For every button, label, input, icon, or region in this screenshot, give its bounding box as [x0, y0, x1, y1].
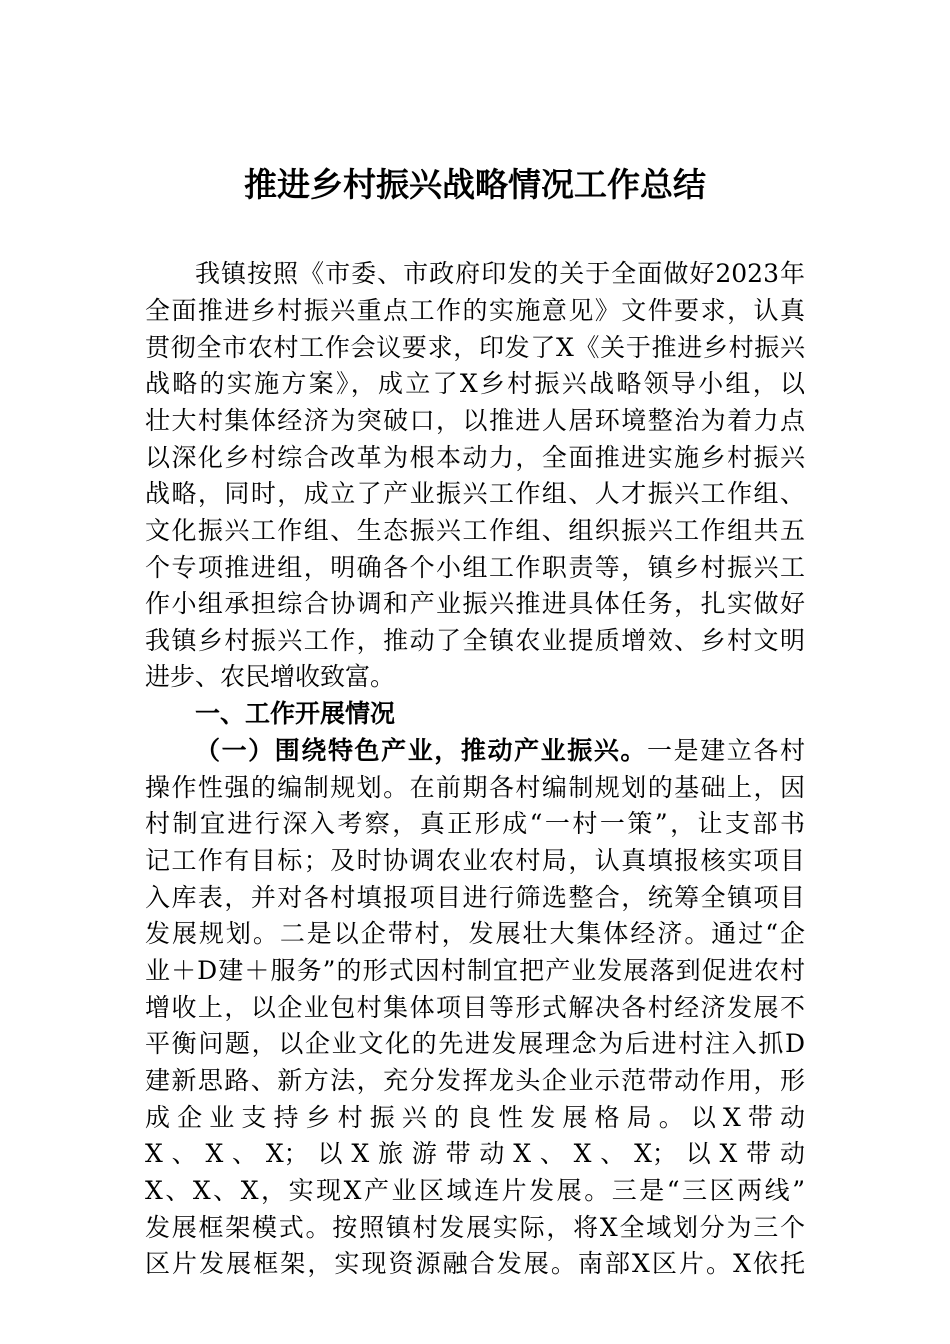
intro-line-5: 壮大村集体经济为突破口，以推进人居环境整治为着力点: [145, 406, 805, 435]
document-title: 推进乡村振兴战略情况工作总结: [244, 165, 706, 204]
section1-lead-rest: 一是建立各村: [647, 736, 805, 765]
section-heading: 一、工作开展情况: [195, 699, 396, 728]
section1-lead-line: [195, 733, 805, 769]
intro-line-4: 战略的实施方案》，成立了X乡村振兴战略领导小组，以: [145, 369, 805, 398]
section1-line-1: 操作性强的编制规划。在前期各村编制规划的基础上，因: [145, 773, 805, 802]
section1-line-8: 平衡问题，以企业文化的先进发展理念为后进村注入抓D: [145, 1029, 805, 1058]
section1-line-11: X、X、X；以X旅游带动X、X、X；以X带动: [145, 1139, 805, 1168]
intro-line-9: 个专项推进组，明确各个小组工作职责等，镇乡村振兴工: [145, 553, 805, 582]
section1-line-14: 区片发展框架，实现资源融合发展。南部X区片。X依托: [145, 1249, 805, 1278]
section1-line-6: 业＋D建＋服务”的形式因村制宜把产业发展落到促进农村: [145, 956, 805, 985]
intro-line-1: 我镇按照《市委、市政府印发的关于全面做好2023年: [195, 259, 805, 288]
intro-line-8: 文化振兴工作组、生态振兴工作组、组织振兴工作组共五: [145, 516, 805, 545]
section1-line-13: 发展框架模式。按照镇村发展实际，将X全域划分为三个: [145, 1213, 805, 1242]
section1-line-5: 发展规划。二是以企带村，发展壮大集体经济。通过“企: [145, 919, 805, 948]
intro-line-6: 以深化乡村综合改革为根本动力，全面推进实施乡村振兴: [145, 443, 805, 472]
intro-line-12: 进步、农民增收致富。: [145, 662, 396, 691]
intro-line-2: 全面推进乡村振兴重点工作的实施意见》文件要求，认真: [145, 296, 805, 325]
section1-line-10: 成企业支持乡村振兴的良性发展格局。以X带动: [145, 1103, 805, 1132]
section1-lead-bold: （一）围绕特色产业，推动产业振兴。: [195, 736, 648, 765]
section1-line-12: X、X、X，实现X产业区域连片发展。三是“三区两线”: [145, 1176, 805, 1205]
intro-line-3: 贯彻全市农村工作会议要求，印发了X《关于推进乡村振兴: [145, 333, 805, 362]
intro-line-10: 作小组承担综合协调和产业振兴推进具体任务，扎实做好: [145, 589, 805, 618]
section1-line-7: 增收上，以企业包村集体项目等形式解决各村经济发展不: [145, 993, 805, 1022]
section1-line-4: 入库表，并对各村填报项目进行筛选整合，统筹全镇项目: [145, 883, 805, 912]
section1-line-9: 建新思路、新方法，充分发挥龙头企业示范带动作用，形: [145, 1066, 805, 1095]
section1-line-3: 记工作有目标；及时协调农业农村局，认真填报核实项目: [145, 846, 805, 875]
section1-line-2: 村制宜进行深入考察，真正形成“一村一策”，让支部书: [145, 809, 805, 838]
intro-line-7: 战略，同时，成立了产业振兴工作组、人才振兴工作组、: [145, 479, 805, 508]
intro-line-11: 我镇乡村振兴工作，推动了全镇农业提质增效、乡村文明: [145, 626, 805, 655]
